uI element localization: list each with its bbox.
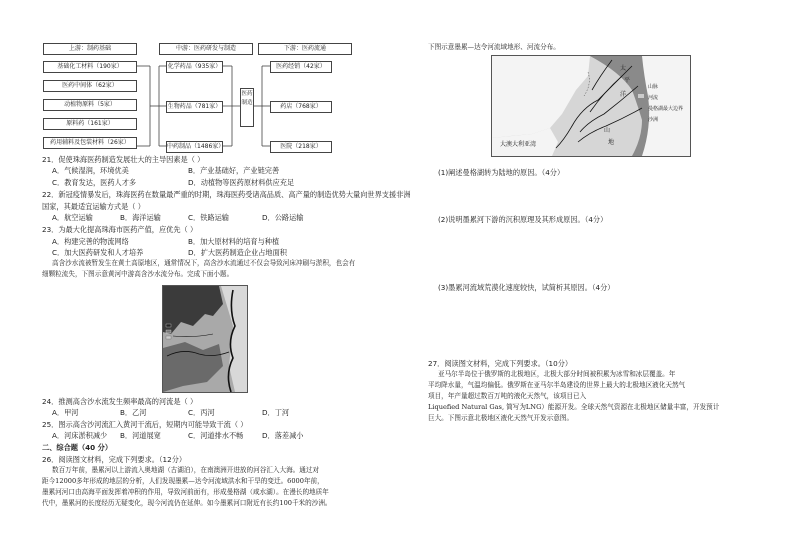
- legend-mountain: 山脉: [648, 84, 659, 90]
- midstream-header-text: 中游：医药研发与制造: [175, 45, 236, 52]
- q25-option-a[interactable]: A．河床淤积减少: [52, 431, 108, 440]
- q27-stem: 27．阅读图文材料，完成下列要求。（10分）: [428, 359, 573, 368]
- q24-option-d[interactable]: D．丁河: [262, 408, 290, 417]
- q27-passage-line-2: 平均降水量，气温均偏低。俄罗斯在亚马尔半岛建设的世界上最大的北极地区液化天然气: [428, 381, 686, 389]
- map-label-pacific-1: 太: [620, 65, 627, 72]
- q22-option-c[interactable]: C．铁路运输: [188, 213, 229, 222]
- map-legend: [648, 82, 683, 126]
- q27-passage-line-5: 巨大。下图示意北极地区液化天然气开发示意图。: [428, 414, 574, 422]
- passage-2-line-1: 高含沙水流被暂发生在黄土高原地区，通常情况下，高含沙水流通过不仅会导致河床冲刷与淤积，也会有: [52, 259, 356, 267]
- downstream-header: [258, 43, 352, 55]
- q24-option-b[interactable]: B．乙河: [120, 408, 147, 417]
- midstream-item-2: 生物药品（781家）: [166, 101, 223, 113]
- q21-option-c[interactable]: C．教育发达，医药人才多: [52, 178, 137, 187]
- upstream-item-5: 药用辅料及包装材料（26家）: [43, 137, 137, 149]
- q25-stem: 25．图示高含沙河流汇入黄河干流后，短期内可能导致干流（ ）: [42, 420, 248, 429]
- midstream-item-3: 中药制品（1486家）: [166, 141, 223, 153]
- downstream-item-3: 医院（218家）: [270, 141, 332, 153]
- q23-stem: 23．为最大化提高珠海市医药产值，应优先（ ）: [42, 225, 198, 234]
- q26-passage-line-4: 代中，墨累河的长度经历无疑变化，现今河流仍在延伸。如今墨累河口附近有长约100千米的沙洲。: [42, 499, 332, 507]
- q26-subquestion-1: (1)阐述曼格湖转为陆地的原因。（4分）: [438, 168, 565, 177]
- upstream-header: [43, 43, 137, 55]
- q22-option-b[interactable]: B．海洋运输: [120, 213, 161, 222]
- q26-subquestion-2: (2)说明墨累河下游的沉积原理及其形成原因。（4分）: [438, 215, 608, 224]
- q25-option-c[interactable]: C．河道排水不畅: [188, 431, 244, 440]
- map-label-bay: 大澳大利亚湾: [500, 141, 537, 148]
- upstream-item-1: 基础化工材料（190家）: [43, 61, 137, 73]
- manufacturing-center-box: 医药制造: [240, 88, 254, 127]
- q27-passage-line-1: 亚马尔半岛位于俄罗斯的北极地区，北极大部分时间被积累为冰雪和冰层覆盖。年: [438, 370, 676, 378]
- midstream-header: [159, 43, 253, 55]
- q25-option-b[interactable]: B．河道展宽: [120, 431, 161, 440]
- murray-darling-map: [491, 55, 691, 157]
- upstream-item-4: 原料药（161家）: [43, 118, 137, 130]
- q23-option-b[interactable]: B．加大原材料的培育与种植: [188, 237, 280, 246]
- legend-river: 河流: [648, 95, 659, 101]
- upstream-item-2: 医药中间体（62家）: [43, 80, 137, 92]
- section-2-heading: 二、综合题（40 分）: [42, 443, 113, 452]
- q26-stem: 26．阅读图文材料，完成下列要求。（12分）: [42, 455, 187, 464]
- q27-passage-line-3: 项目，年产量超过数百万吨的液化天然气，该项目已入: [428, 392, 587, 400]
- q26-passage-line-2: 距今12000多年形成的地层的分析，人们发现墨累—达令河流域洪水和干旱的变迁。6000年前，: [42, 477, 324, 485]
- q23-option-a[interactable]: A．构建完善的物流网络: [52, 237, 129, 246]
- yellow-river-map: [162, 285, 248, 393]
- q24-option-c[interactable]: C．丙河: [188, 408, 215, 417]
- q22-option-a[interactable]: A．航空运输: [52, 213, 93, 222]
- q21-option-b[interactable]: B．产业基础好，产业链完善: [188, 166, 280, 175]
- q26-subquestion-3: (3)墨累河流域荒漠化速度较快，试简析其原因。（4分）: [438, 283, 615, 292]
- q24-stem: 24．推测高含沙水流发生频率最高的河流是（ ）: [42, 397, 198, 406]
- q26-passage-line-1: 数百万年前，墨累河以上游流入奥地湖（古湖泊），在南澳洲开进放的河谷汇入大海。通过对: [52, 466, 320, 474]
- q21-option-a[interactable]: A．气候湿润，环境优美: [52, 166, 129, 175]
- q25-option-d[interactable]: D．落差减小: [262, 431, 304, 440]
- q26-passage-line-3: 墨累河河口由高海平面发挥着冲积的作用，导致河前面有，形成曼格湖（咸水湖）。在漫长的地质年: [42, 488, 329, 496]
- q23-option-d[interactable]: D．扩大医药制造企业占地面积: [188, 248, 287, 257]
- map-label-mountain-2: 地: [608, 139, 615, 146]
- q22-stem: 22．新冠疫情暴发后，珠海医药在数量最严重的时期，珠海医药受诸高品质、高产量的制造优势大量向世界支援非洲: [42, 190, 411, 199]
- q21-stem: 21．促使珠海医药制造发展壮大的主导因素是（ ）: [42, 155, 205, 164]
- yellow-river-map-graphic: [163, 286, 247, 392]
- q21-option-d[interactable]: D．动植物等医药原材料供应充足: [188, 178, 295, 187]
- map-label-pacific-3: 洋: [620, 91, 627, 98]
- downstream-header-text: 下游：医药流通: [283, 45, 326, 52]
- q22-option-d[interactable]: D．公路运输: [262, 213, 304, 222]
- legend-sandbar: 沙洲: [648, 117, 659, 123]
- upstream-item-3: 动植物原料（5家）: [43, 99, 137, 111]
- upstream-header-text: 上游：制药基础: [68, 45, 111, 52]
- map-label-mountain-1: 山: [604, 127, 611, 134]
- q24-option-a[interactable]: A．甲河: [52, 408, 79, 417]
- q23-option-c[interactable]: C．加大医药研发和人才培养: [52, 248, 144, 257]
- midstream-item-1: 化学药品（935家）: [166, 61, 223, 73]
- right-intro: 下图示意墨累—达令河流域地形、河流分布。: [428, 43, 560, 51]
- passage-2-line-2: 细颗粒流失，下图示意黄河中游高含沙水流分布。完成下面小题。: [42, 270, 234, 278]
- legend-lake-boundary: 曼格湖最大边界: [648, 106, 684, 112]
- q27-passage-line-4: Liquefied Natural Gas, 简写为LNG）能源开发。全球天然气资源在北极地区储量丰富，开发预计: [428, 403, 720, 411]
- q22-stem-cont: 国家，其最适宜运输方式是（ ）: [42, 202, 145, 211]
- map-label-pacific-2: 平: [624, 77, 631, 84]
- downstream-item-1: 医药经销（42家）: [270, 61, 332, 73]
- downstream-item-2: 药店（768家）: [270, 101, 332, 113]
